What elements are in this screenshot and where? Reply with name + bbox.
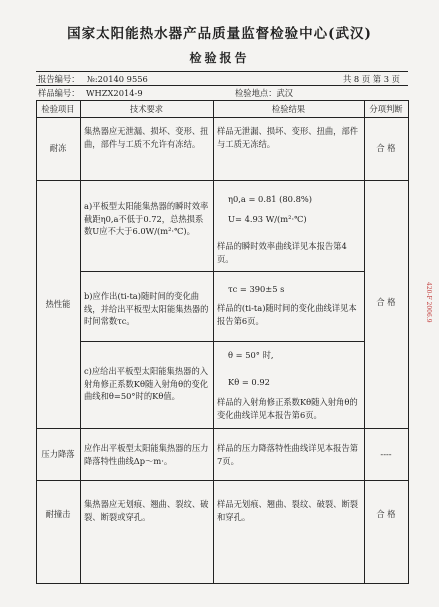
thermal-a-heat-loss: U= 4.93 W/(m²·℃) [228,214,307,224]
sample-number-label: 样品编号： [38,88,80,98]
thermal-c-angle: θ = 50° 时, [228,350,274,360]
col-header-conclusion: 分项判断 [369,104,403,114]
row-pressure-result: 样品的压力降落特性曲线详见本报告第7页。 [217,443,359,466]
col-header-item: 检验项目 [41,104,75,114]
row-antifreeze-requirement: 集热器应无泄漏、损坏、变形、扭曲，部件与工质不允许有冻结。 [84,126,209,149]
row-antifreeze-item: 耐冻 [49,143,67,153]
inspection-location: 检验地点：武汉 [235,88,294,98]
report-number: №:20140 9556 [87,74,148,84]
thermal-c-note: 样品的入射角修正系数Kθ随入射角θ的变化曲线详见本报告第6页。 [217,397,358,420]
report-subtitle: 检验报告 [189,51,250,65]
sample-number: WHZX2014-9 [86,88,143,98]
row-antifreeze-result: 样品无泄漏、损坏、变形、扭曲，部件与工质无冻结。 [217,126,359,149]
row-impact-requirement: 集热器应无划痕、翘曲、裂纹、破裂、断裂或穿孔。 [84,499,209,522]
thermal-a-note: 样品的瞬时效率曲线详见本报告第4页。 [217,241,347,264]
thermal-b-time-constant: τc = 390±5 s [228,284,285,294]
thermal-b-requirement: b)应作出(ti-ta)随时间的变化曲线，并给出平板型太阳能集热器的时间常数τc。 [84,291,209,326]
row-antifreeze-conclusion: 合 格 [376,143,396,153]
side-stamp: 420-F 2006.9 [425,282,432,323]
thermal-b-note: 样品的(ti-ta)随时间的变化曲线详见本报告第6页。 [217,303,357,326]
row-thermal-conclusion: 合 格 [376,297,396,307]
col-header-requirement: 技术要求 [129,104,164,114]
row-impact-conclusion: 合 格 [376,509,396,519]
report-title: 国家太阳能热水器产品质量监督检验中心(武汉) [67,26,372,42]
thermal-c-k-value: Kθ = 0.92 [228,377,270,387]
row-thermal-item: 热性能 [45,299,71,309]
col-header-result: 检验结果 [271,104,306,114]
row-pressure-requirement: 应作出平板型太阳能集热器的压力降落特性曲线Δp～m·。 [84,443,209,466]
thermal-a-requirement: a)平板型太阳能集热器的瞬时效率截距η0,a不低于0.72，总热损系数U应不大于6.0W/(m²·℃)。 [84,201,209,236]
page-indicator: 共 8 页 第 3 页 [343,74,400,84]
thermal-a-efficiency: η0,a = 0.81 (80.8%) [228,194,313,204]
row-pressure-conclusion: ---- [380,449,392,459]
row-impact-result: 样品无划痕、翘曲、裂纹、破裂、断裂和穿孔。 [217,499,359,522]
thermal-c-requirement: c)应给出平板型太阳能集热器的入射角修正系数Kθ随入射角θ的变化曲线和θ=50°时的Kθ值。 [84,366,209,401]
row-impact-item: 耐撞击 [45,509,71,519]
report-number-label: 报告编号： [38,74,80,84]
row-pressure-item: 压力降落 [41,449,75,459]
